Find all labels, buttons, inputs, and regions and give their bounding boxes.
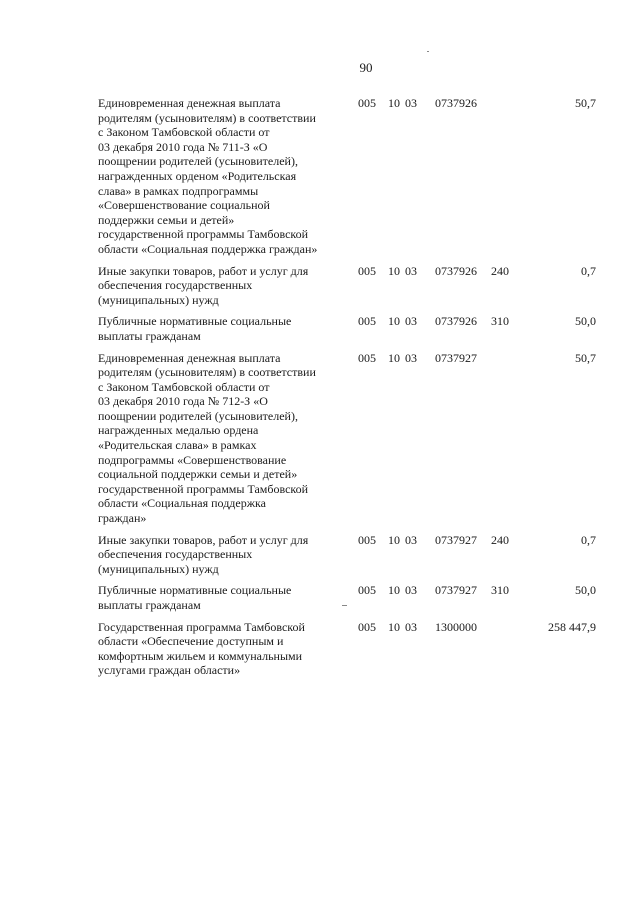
table-row xyxy=(98,264,608,308)
row-section-code: 10 xyxy=(388,350,400,365)
row-target-code: 0737927 xyxy=(435,532,477,547)
page-number: 90 xyxy=(359,60,373,75)
row-section-code: 10 xyxy=(388,96,400,110)
row-subsection-code: 03 xyxy=(405,619,417,634)
table-row xyxy=(98,351,608,526)
table-row xyxy=(98,96,608,257)
row-amount: 0,7 xyxy=(581,532,596,547)
row-target-code: 0737926 xyxy=(435,96,477,110)
row-ministry-code: 005 xyxy=(358,263,376,278)
row-expense-type: 310 xyxy=(491,583,509,598)
row-name: Публичные нормативные социальные выплаты гражданам xyxy=(98,314,292,343)
row-target-code: 0737927 xyxy=(435,350,477,365)
row-subsection-code: 03 xyxy=(405,583,417,598)
row-target-code: 1300000 xyxy=(435,619,477,634)
row-expense-type: 240 xyxy=(491,263,509,278)
table-row xyxy=(98,314,608,343)
row-section-code: 10 xyxy=(388,263,400,278)
row-section-code: 10 xyxy=(388,619,400,634)
row-subsection-code: 03 xyxy=(405,96,417,110)
row-ministry-code: 005 xyxy=(358,96,376,110)
row-target-code: 0737926 xyxy=(435,263,477,278)
scan-mark xyxy=(427,51,429,52)
row-ministry-code: 005 xyxy=(358,583,376,598)
row-name: Иные закупки товаров, работ и услуг для обеспечения государственных (муниципальных) нужд xyxy=(98,263,309,307)
row-name: Публичные нормативные социальные выплаты гражданам xyxy=(98,583,292,612)
row-expense-type: 240 xyxy=(491,532,509,547)
row-name: Государственная программа Тамбовской области «Обеспечение доступным и комфортным жильем и коммунальными услугами граждан области» xyxy=(98,619,305,678)
row-ministry-code: 005 xyxy=(358,532,376,547)
row-name: Единовременная денежная выплата родителям (усыновителям) в соответствии с Законом Тамбовской области от 03 декабря 2010 года № 711-З «О поощрении родителей (усыновителей), награжденных орденом «Родительская слава» в рамках подпрограммы «Совершенствование социальной поддержки семьи и детей» государственной программы Тамбовской области «Социальная поддержка граждан» xyxy=(98,96,318,256)
row-section-code: 10 xyxy=(388,532,400,547)
table-row xyxy=(98,583,608,612)
row-amount: 50,0 xyxy=(575,583,596,598)
row-target-code: 0737927 xyxy=(435,583,477,598)
row-ministry-code: 005 xyxy=(358,314,376,329)
row-amount: 50,7 xyxy=(575,350,596,365)
row-section-code: 10 xyxy=(388,583,400,598)
row-expense-type: 310 xyxy=(491,314,509,329)
row-ministry-code: 005 xyxy=(358,350,376,365)
budget-table xyxy=(98,96,608,685)
table-row xyxy=(98,533,608,577)
row-name: Единовременная денежная выплата родителям (усыновителям) в соответствии с Законом Тамбовской области от 03 декабря 2010 года № 712-З «О поощрении родителей (усыновителей), награжденных медалью ордена «Родительская слава» в рамках подпрограммы «Совершенствование социальной поддержки семьи и детей» государственной программы Тамбовской области «Социальная поддержка граждан» xyxy=(98,350,316,526)
row-name: Иные закупки товаров, работ и услуг для обеспечения государственных (муниципальных) нужд xyxy=(98,532,309,576)
row-section-code: 10 xyxy=(388,314,400,329)
row-amount: 50,0 xyxy=(575,314,596,329)
row-subsection-code: 03 xyxy=(405,350,417,365)
row-subsection-code: 03 xyxy=(405,532,417,547)
row-amount: 50,7 xyxy=(575,96,596,110)
row-subsection-code: 03 xyxy=(405,314,417,329)
row-subsection-code: 03 xyxy=(405,263,417,278)
row-ministry-code: 005 xyxy=(358,619,376,634)
row-amount: 258 447,9 xyxy=(548,619,596,634)
row-amount: 0,7 xyxy=(581,263,596,278)
table-row xyxy=(98,620,608,678)
row-target-code: 0737926 xyxy=(435,314,477,329)
